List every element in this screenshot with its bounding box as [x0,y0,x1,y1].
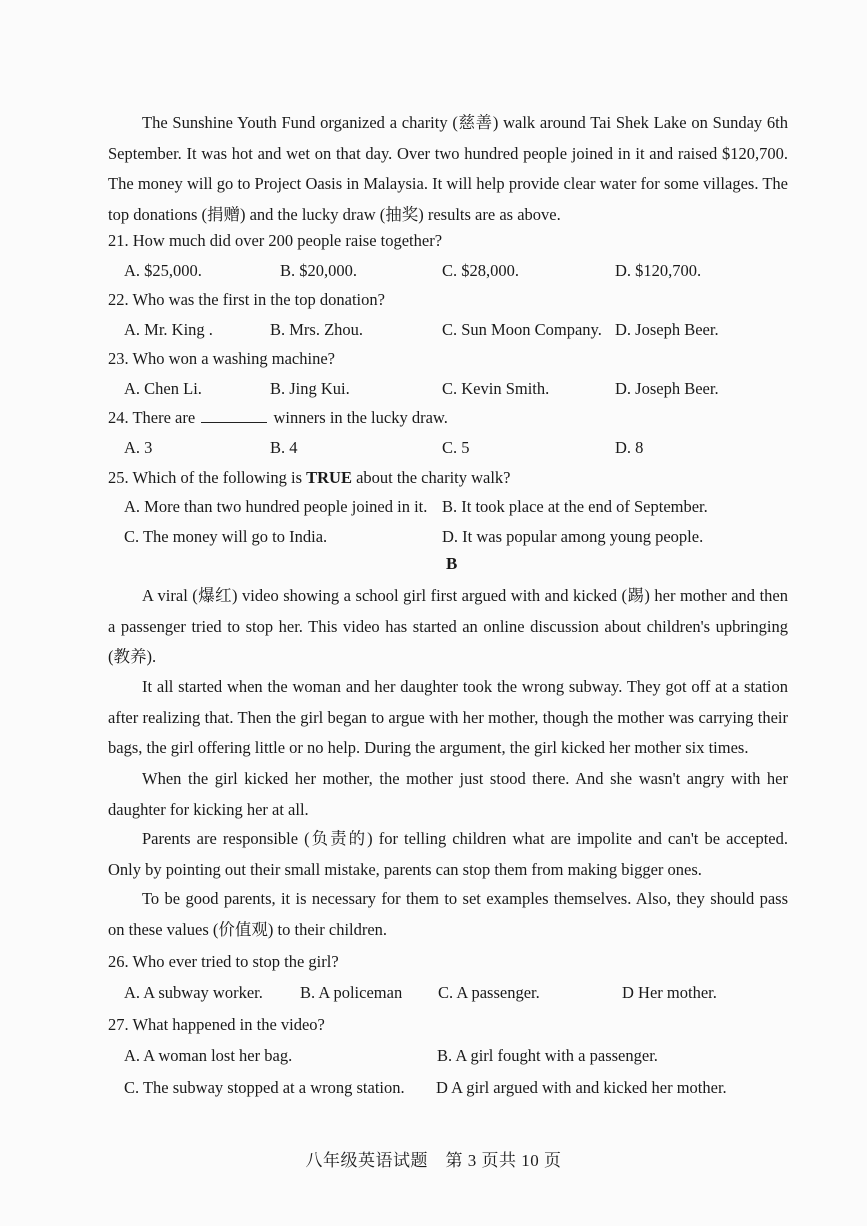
q25-option-c: C. The money will go to India. [124,527,328,546]
q24-stem-start: 24. There are [108,408,200,427]
q23-option-b: B. Jing Kui. [270,379,350,398]
q24-option-a: A. 3 [124,438,153,457]
q21-option-c: C. $28,000. [442,261,520,280]
question-26: 26. Who ever tried to stop the girl? [108,952,339,971]
passage-b-paragraph-4: Parents are responsible (负责的) for telling children what are impolite and can't be accepted. Only by pointing out their small mistake, parents can stop them from making bigger ones. [108,829,788,879]
question-25 [108,467,511,489]
q22-option-b: B. Mrs. Zhou. [270,320,364,339]
q27-option-b: B. A girl fought with a passenger. [437,1046,658,1065]
q25-option-d: D. It was popular among young people. [442,527,704,546]
q21-option-a: A. $25,000. [124,261,202,280]
passage-b-paragraph-1: A viral (爆红) video showing a school girl first argued with and kicked (踢) her mother and then a passenger tried to stop her. This video has started an online discussion about children's upbringing (教养). [108,586,788,666]
question-23: 23. Who won a washing machine? [108,349,335,368]
passage-a-summary: The Sunshine Youth Fund organized a charity (慈善) walk around Tai Shek Lake on Sunday 6th September. It was hot and wet on that day. Over two hundred people joined in it and raised $120,700. The money will go to Project Oasis in Malaysia. It will help provide clear water for some villages. The top donations (捐赠) and the lucky draw (抽奖) results are as above. [108,113,788,224]
q23-option-d: D. Joseph Beer. [615,379,719,398]
q22-option-d: D. Joseph Beer. [615,320,719,339]
question-21: 21. How much did over 200 people raise together? [108,231,443,250]
q27-option-c: C. The subway stopped at a wrong station. [124,1078,405,1097]
passage-b-paragraph-5: To be good parents, it is necessary for them to set examples themselves. Also, they should pass on these values (价值观) to their children. [108,889,788,939]
question-27: 27. What happened in the video? [108,1015,325,1034]
q24-option-d: D. 8 [615,438,644,457]
passage-b-paragraph-2: It all started when the woman and her daughter took the wrong subway. They got off at a station after realizing that. Then the girl began to argue with her mother, though the mother was carrying their bags, the girl offering little or no help. During the argument, the girl kicked her mother six times. [108,677,788,757]
q22-option-c: C. Sun Moon Company. [442,320,602,339]
q26-option-c: C. A passenger. [438,983,540,1002]
q26-option-d: D Her mother. [622,983,717,1002]
q26-option-a: A. A subway worker. [124,983,263,1002]
q25-stem-start: 25. Which of the following is [108,468,307,487]
q25-option-b: B. It took place at the end of September. [442,497,708,516]
q25-option-a: A. More than two hundred people joined in it. [124,497,428,516]
passage-b-paragraph-3: When the girl kicked her mother, the mother just stood there. And she wasn't angry with her daughter for kicking her at all. [108,769,788,819]
q25-stem-emphasis: TRUE [306,468,352,487]
q26-option-b: B. A policeman [300,983,403,1002]
question-22: 22. Who was the first in the top donation? [108,290,385,309]
q27-option-a: A. A woman lost her bag. [124,1046,293,1065]
q27-option-d: D A girl argued with and kicked her mother. [436,1078,727,1097]
q24-stem-end: winners in the lucky draw. [269,408,448,427]
q24-option-c: C. 5 [442,438,470,457]
section-b-heading: B [446,554,458,573]
page-footer: 八年级英语试题 第 3 页共 10 页 [305,1151,562,1170]
q21-option-d: D. $120,700. [615,261,702,280]
q23-option-c: C. Kevin Smith. [442,379,550,398]
q24-blank [201,408,267,423]
q22-option-a: A. Mr. King . [124,320,213,339]
q23-option-a: A. Chen Li. [124,379,202,398]
q24-option-b: B. 4 [270,438,298,457]
question-24 [108,407,448,429]
q25-stem-end: about the charity walk? [351,468,511,487]
q21-option-b: B. $20,000. [280,261,358,280]
